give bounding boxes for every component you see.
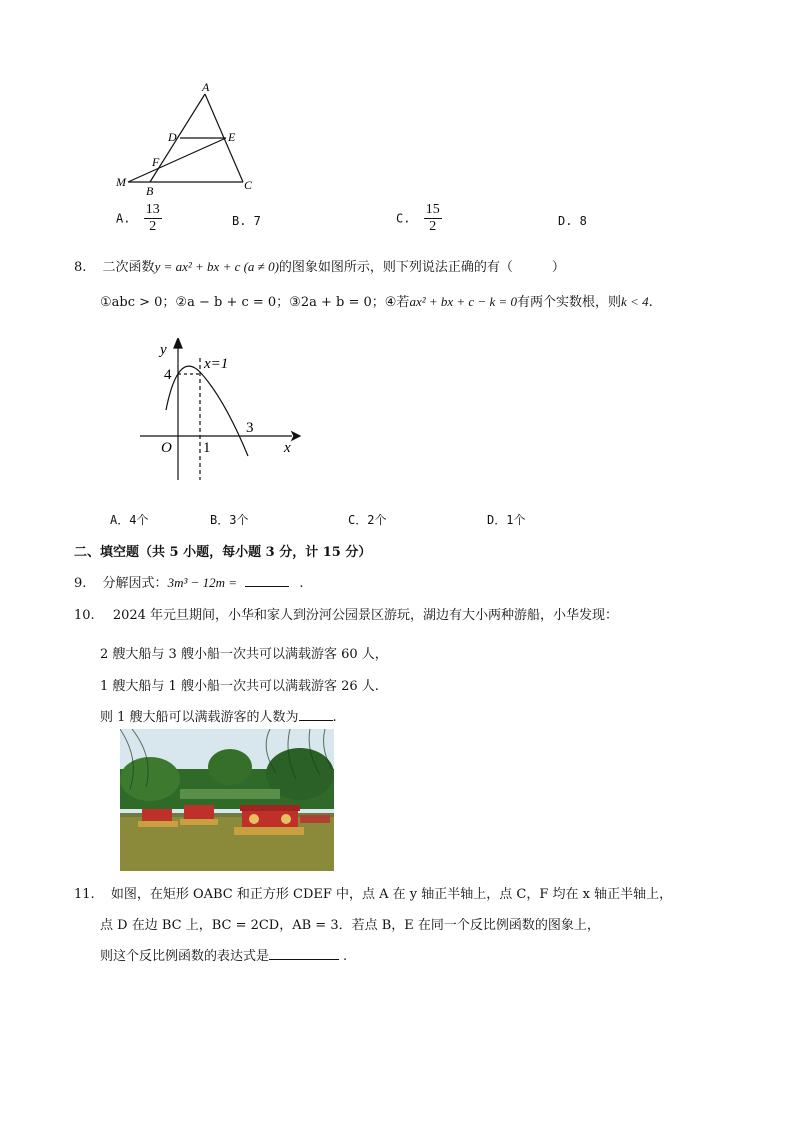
- q11-line3: [100, 945, 347, 964]
- q8-s5: .: [648, 295, 653, 310]
- label-B: B: [146, 184, 154, 198]
- q7-option-a-label: A.: [116, 211, 131, 226]
- q10-line4: [100, 706, 337, 725]
- q10-line2: 2 艘大船与 3 艘小船一次共可以满载游客 60 人，: [100, 647, 388, 662]
- q11-answer-blank[interactable]: [269, 959, 339, 960]
- q9-expr: 3m³ − 12m =: [167, 575, 238, 590]
- q11-line1-text: 如图，在矩形 OABC 和正方形 CDEF 中，点 A 在 y 轴正半轴上，点 C，F 均在 x 轴正半轴上，: [110, 887, 673, 902]
- graph-axis-label: x=1: [204, 356, 229, 372]
- label-A: A: [202, 80, 210, 94]
- graph-tick-1: 1: [203, 440, 211, 456]
- q9: [74, 572, 303, 591]
- q11-line3-text: 则这个反比例函数的表达式是: [100, 949, 270, 964]
- q7-option-c: [396, 202, 442, 235]
- graph-tick-4: 4: [164, 367, 172, 383]
- q8-option-d: D．1个: [487, 513, 526, 527]
- q8-s3: 有两个实数根，则: [517, 295, 622, 310]
- graph-y-label: y: [160, 342, 167, 358]
- q10-number: 10.: [74, 608, 95, 623]
- triangle-figure: [108, 78, 268, 198]
- q10-answer-blank[interactable]: [299, 720, 333, 721]
- graph-origin: O: [161, 440, 172, 456]
- q8-option-b: B．3个: [210, 513, 249, 527]
- q8-option-c: C．2个: [348, 513, 387, 527]
- q10-line3: 1 艘大船与 1 艘小船一次共可以满载游客 26 人.: [100, 679, 379, 694]
- q7-option-c-frac: $\frac{15}{2}$: [425, 202, 440, 234]
- q9-number: 9.: [74, 576, 87, 591]
- q8-s2: ax² + bx + c − k = 0: [409, 294, 518, 309]
- q7-option-a: [116, 202, 162, 235]
- q7-option-c-label: C.: [396, 211, 411, 226]
- label-D: D: [168, 130, 177, 144]
- section-2-heading: 二、填空题（共 5 小题，每小题 3 分，计 15 分）: [74, 545, 372, 560]
- label-E: E: [228, 130, 236, 144]
- q8-stem: [74, 256, 565, 275]
- q9-end: .: [299, 576, 304, 591]
- boat-photo: [120, 729, 334, 871]
- label-F: F: [152, 155, 160, 169]
- parabola-graph: [136, 338, 306, 486]
- q7-option-d: D. 8: [558, 214, 587, 228]
- label-M: M: [116, 175, 126, 189]
- q10-line1-text: 2024 年元旦期间，小华和家人到汾河公园景区游玩，湖边有大小两种游船，小华发现：: [112, 608, 619, 623]
- q8-stem-b: 的图象如图所示，则下列说法正确的有（ ）: [278, 260, 565, 275]
- q7-option-b: B. 7: [232, 214, 261, 228]
- q11-line2: 点 D 在边 BC 上，BC = 2CD，AB = 3．若点 B，E 在同一个反比例函数的图象上，: [100, 918, 600, 933]
- q11-line3-end: .: [343, 949, 348, 964]
- q8-stem-a: 二次函数: [102, 260, 155, 275]
- q10-line4-text: 则 1 艘大船可以满载游客的人数为: [100, 710, 299, 725]
- q11-line1: [74, 883, 672, 902]
- q8-number: 8.: [74, 260, 87, 275]
- q8-s4: k < 4: [621, 294, 649, 309]
- graph-tick-3: 3: [246, 420, 254, 436]
- q10-line4-end: .: [332, 710, 337, 725]
- q11-number: 11.: [74, 887, 95, 902]
- q9-text: 分解因式：: [102, 576, 168, 591]
- q9-answer-blank[interactable]: [245, 586, 289, 587]
- q7-option-a-frac: $\frac{13}{2}$: [145, 202, 160, 234]
- q8-statements: [100, 291, 653, 310]
- label-C: C: [244, 178, 253, 192]
- q8-s1: ①abc > 0；②a − b + c = 0；③2a + b = 0；④若: [100, 295, 410, 310]
- graph-x-label: x: [284, 440, 291, 456]
- q8-formula: y = ax² + bx + c (a ≠ 0): [154, 259, 279, 274]
- q8-option-a: A．4个: [110, 513, 149, 527]
- q10-line1: [74, 604, 618, 623]
